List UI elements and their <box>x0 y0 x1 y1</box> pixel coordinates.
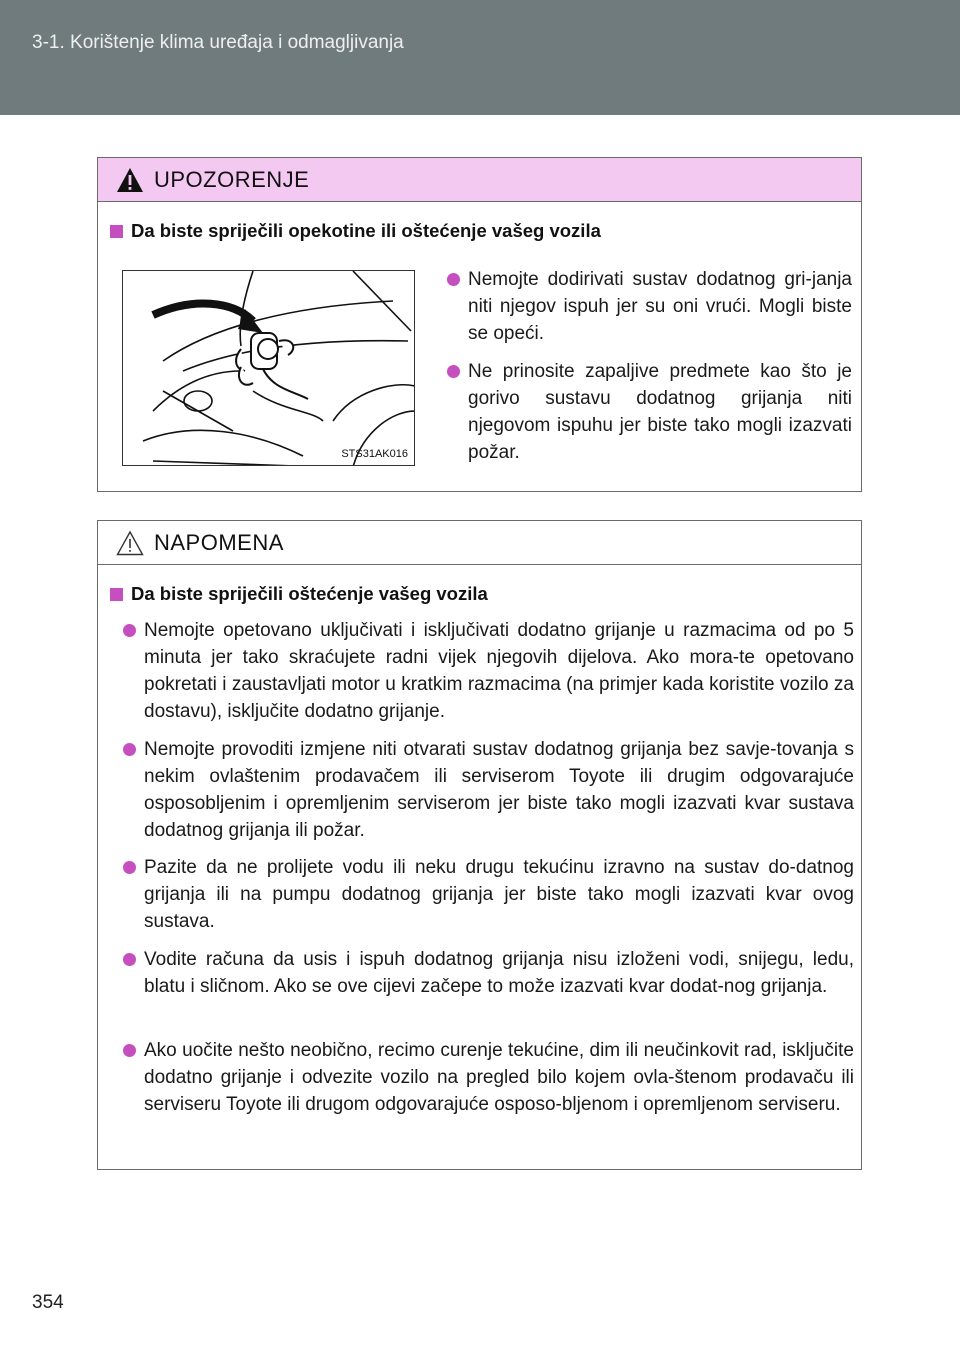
heater-illustration <box>122 270 415 466</box>
circle-bullet-icon <box>447 365 460 378</box>
figure-code: STS31AK016 <box>341 448 408 460</box>
page-number: 354 <box>32 1292 64 1313</box>
notice-header <box>98 521 861 565</box>
notice-bullet <box>144 617 854 725</box>
circle-bullet-icon <box>123 743 136 756</box>
notice-label: NAPOMENA <box>154 529 284 555</box>
section-title: 3-1. Korištenje klima uređaja i odmagljivanja <box>32 32 404 53</box>
notice-subtitle <box>110 583 488 605</box>
notice-bullet <box>144 736 854 844</box>
notice-bullet-text: Pazite da ne prolijete vodu ili neku drugu tekućinu izravno na sustav do-datnog grijanja ili na pumpu dodatnog grijanja jer biste tako mogli izazvati kvar ovog sustava. <box>144 857 854 932</box>
warning-subtitle-text: Da biste spriječili opekotine ili oštećenje vašeg vozila <box>131 220 601 241</box>
warning-subtitle <box>110 220 601 242</box>
header-band <box>0 0 960 115</box>
notice-bullet-text: Vodite računa da usis i ispuh dodatnog grijanja nisu izloženi vodi, snijegu, ledu, blatu i sličnom. Ako se ove cijevi začepe to može izazvati kvar dodat-nog grijanja. <box>144 949 854 997</box>
square-bullet-icon <box>110 225 123 238</box>
car-front-illustration <box>123 271 415 466</box>
circle-bullet-icon <box>447 273 460 286</box>
circle-bullet-icon <box>123 624 136 637</box>
caution-triangle-icon <box>116 530 144 556</box>
warning-bullet-text: Nemojte dodirivati sustav dodatnog gri-janja niti njegov ispuh jer su oni vrući. Mogli biste se opeći. <box>468 269 852 344</box>
square-bullet-icon <box>110 588 123 601</box>
notice-bullet-text: Nemojte provoditi izmjene niti otvarati sustav dodatnog grijanja bez savje-tovanja s nekim ovlaštenim prodavačem ili serviserom Toyote ili drugim odgovarajuće osposobljenim i opremljenim serviserom jer biste tako mogli izazvati kvar sustava dodatnog grijanja ili požar. <box>144 739 854 841</box>
notice-bullet <box>144 946 854 1000</box>
warning-bullet <box>468 266 852 347</box>
warning-triangle-icon <box>116 167 144 193</box>
notice-subtitle-text: Da biste spriječili oštećenje vašeg vozila <box>131 583 488 604</box>
circle-bullet-icon <box>123 953 136 966</box>
notice-bullet <box>144 854 854 935</box>
notice-bullet <box>144 1037 854 1118</box>
warning-box <box>97 157 862 492</box>
warning-bullet-text: Ne prinosite zapaljive predmete kao što je gorivo sustavu dodatnog grijanja niti njegovom ispuhu jer biste tako mogli izazvati požar. <box>468 361 852 463</box>
notice-box <box>97 520 862 1170</box>
warning-label: UPOZORENJE <box>154 166 310 192</box>
notice-bullet-text: Nemojte opetovano uključivati i isključivati dodatno grijanje u razmacima od po 5 minuta jer tako skraćujete radni vijek njegovih dijelova. Ako mora-te opetovano pokretati i zaustavljati motor u kratkim razmacima (na primjer kada koristite vozilo za dostavu), isključite dodatno grijanje. <box>144 620 854 722</box>
notice-bullet-text: Ako uočite nešto neobično, recimo curenje tekućine, dim ili neučinkovit rad, isključite dodatno grijanje i odvezite vozilo na pregled bilo kojem ovla-štenom prodavaču ili serviseru Toyote ili drugom odgovarajuće osposo-bljenom i opremljenom serviseru. <box>144 1040 854 1115</box>
circle-bullet-icon <box>123 861 136 874</box>
warning-header <box>98 158 861 202</box>
circle-bullet-icon <box>123 1044 136 1057</box>
warning-bullet <box>468 358 852 466</box>
